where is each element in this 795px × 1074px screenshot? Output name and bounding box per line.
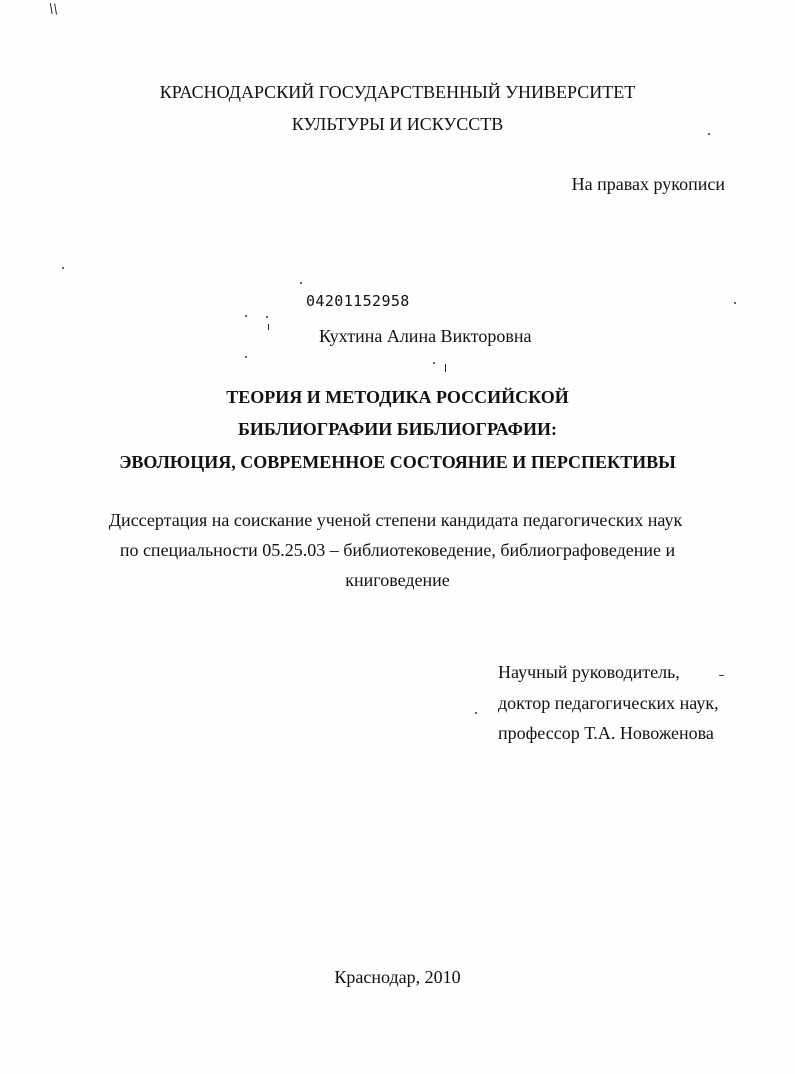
scan-speck	[433, 362, 435, 364]
scan-speck	[475, 712, 477, 714]
scan-speck	[245, 315, 247, 317]
place-and-year: Краснодар, 2010	[334, 967, 461, 987]
author-name: Кухтина Алина Викторовна	[319, 326, 532, 346]
supervisor-line-2: доктор педагогических наук,	[498, 693, 719, 713]
scan-speck	[300, 282, 302, 284]
dissertation-line-3: книговедение	[345, 570, 450, 590]
document-code: 04201152958	[306, 292, 410, 310]
scan-speck	[268, 324, 269, 330]
supervisor-line-1: Научный руководитель,	[498, 662, 680, 682]
title-line-1: ТЕОРИЯ И МЕТОДИКА РОССИЙСКОЙ	[226, 387, 569, 407]
scan-mark: \\	[47, 1, 59, 18]
scan-speck	[708, 133, 710, 135]
scan-speck	[62, 267, 64, 269]
supervisor-line-3: профессор Т.А. Новоженова	[498, 723, 714, 743]
scan-speck	[719, 675, 724, 676]
scan-speck	[245, 356, 247, 358]
scan-speck	[445, 364, 446, 372]
scan-speck	[266, 316, 268, 318]
title-line-2: БИБЛИОГРАФИИ БИБЛИОГРАФИИ:	[238, 419, 557, 439]
dissertation-line-2: по специальности 05.25.03 – библиотековедение, библиографоведение и	[119, 540, 676, 560]
university-name-line-1: КРАСНОДАРСКИЙ ГОСУДАРСТВЕННЫЙ УНИВЕРСИТЕТ	[159, 82, 636, 102]
title-line-3: ЭВОЛЮЦИЯ, СОВРЕМЕННОЕ СОСТОЯНИЕ И ПЕРСПЕКТИВЫ	[119, 452, 676, 472]
rights-note: На правах рукописи	[571, 174, 725, 194]
dissertation-line-1: Диссертация на соискание ученой степени кандидата педагогических наук	[108, 510, 683, 530]
scan-speck	[734, 302, 736, 304]
university-name-line-2: КУЛЬТУРЫ И ИСКУССТВ	[291, 114, 504, 134]
